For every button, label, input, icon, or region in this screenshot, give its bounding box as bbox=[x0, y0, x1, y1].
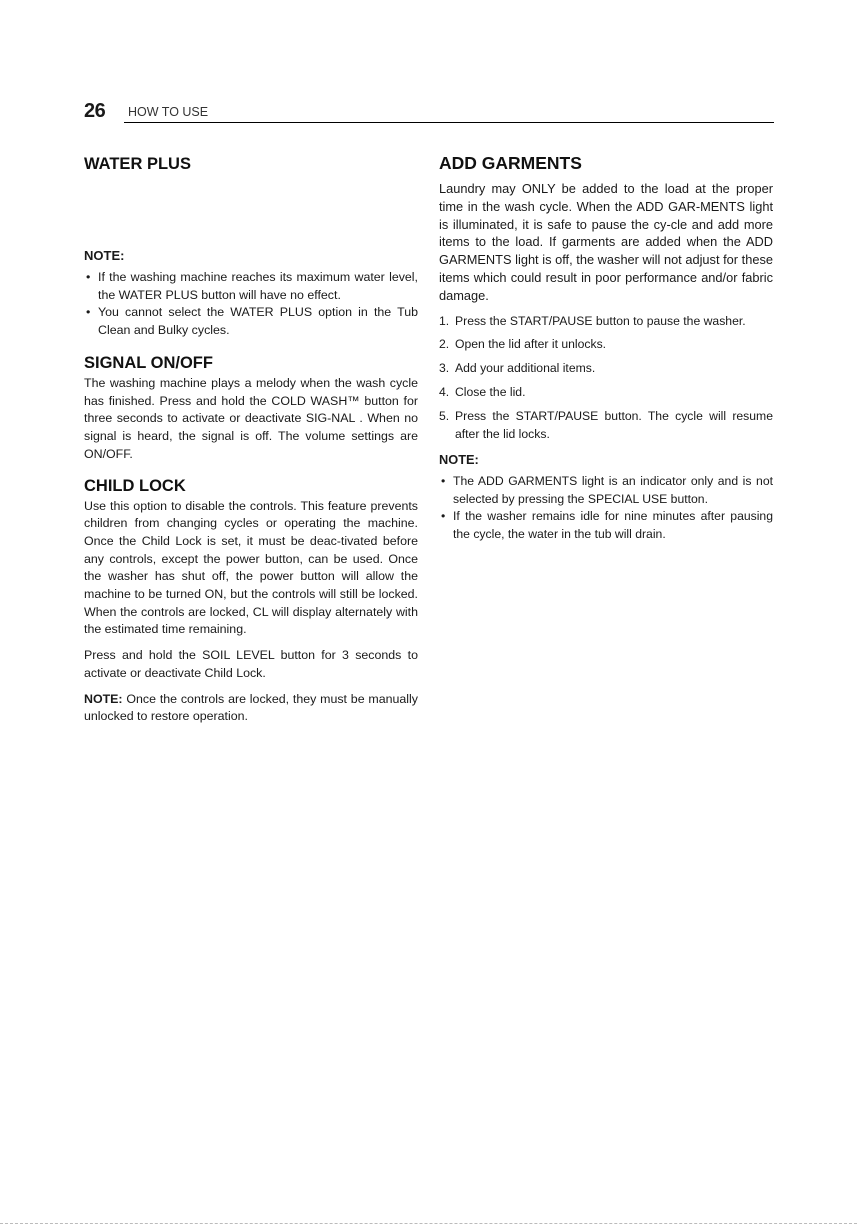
right-column bbox=[439, 150, 773, 543]
water-plus-note-label: NOTE: bbox=[84, 248, 125, 263]
child-lock-heading: CHILD LOCK bbox=[84, 476, 186, 495]
step-text: Press the START/PAUSE button to pause the washer. bbox=[455, 313, 746, 328]
step-number: 4. bbox=[439, 384, 450, 399]
step-number: 3. bbox=[439, 361, 450, 376]
child-lock-note-text: Once the controls are locked, they must be manually unlocked to restore operation. bbox=[84, 691, 418, 724]
add-garments-heading: ADD GARMENTS bbox=[439, 153, 582, 173]
step-number: 2. bbox=[439, 337, 450, 352]
step-item bbox=[439, 384, 773, 402]
section-label: HOW TO USE bbox=[128, 105, 209, 119]
left-column bbox=[84, 150, 418, 726]
step-text: Press the START/PAUSE button. The cycle will resume after the lid locks. bbox=[455, 408, 773, 441]
step-item bbox=[439, 336, 773, 354]
page-header bbox=[84, 100, 774, 124]
child-lock-note-label: NOTE: bbox=[84, 691, 123, 706]
list-item: • You cannot select the WATER PLUS option in the Tub Clean and Bulky cycles. bbox=[84, 304, 418, 339]
list-item: • If the washing machine reaches its maximum water level, the WATER PLUS button will have no effect. bbox=[84, 269, 418, 304]
header-rule bbox=[124, 122, 774, 123]
water-plus-notes bbox=[84, 269, 418, 339]
add-garments-steps bbox=[439, 313, 773, 444]
child-lock-body: Use this option to disable the controls. This feature prevents children from changing cycles or operating the machine. Once the Child Lock is set, it must be deac-tivated before any controls, except the power button, can be used. Once the washer has shut off, the power button will allow the machine to be turned ON, but the controls will still be locked. When the controls are locked, CL will display alternately with the estimated time remaining. bbox=[84, 498, 418, 637]
step-number: 1. bbox=[439, 313, 450, 328]
page-number: 26 bbox=[84, 100, 106, 122]
child-lock-note bbox=[84, 691, 418, 726]
step-text: Add your additional items. bbox=[455, 361, 596, 376]
add-garments-notes bbox=[439, 473, 773, 543]
step-number: 5. bbox=[439, 408, 450, 423]
step-item bbox=[439, 408, 773, 444]
page-bottom-rule bbox=[0, 1223, 857, 1224]
signal-body: The washing machine plays a melody when the wash cycle has finished. Press and hold the COLD WASH™ button for three seconds to activate or deactivate SIG-NAL . When no signal is heard, the signal is off. The volume settings are ON/OFF. bbox=[84, 376, 418, 461]
signal-heading: SIGNAL ON/OFF bbox=[84, 354, 213, 372]
step-item bbox=[439, 313, 773, 331]
step-item bbox=[439, 360, 773, 378]
water-plus-heading: WATER PLUS bbox=[84, 155, 191, 173]
step-text: Open the lid after it unlocks. bbox=[455, 337, 607, 352]
list-item: • If the washer remains idle for nine minutes after pausing the cycle, the water in the tub will drain. bbox=[439, 508, 773, 543]
add-garments-body: Laundry may ONLY be added to the load at the proper time in the wash cycle. When the ADD GAR-MENTS light is illuminated, it is safe to pause the cy-cle and add more items to the load. If garments are added when the ADD GARMENTS light is off, the washer will not adjust for these items which could result in poor performance and/or fabric damage. bbox=[439, 181, 773, 303]
step-text: Close the lid. bbox=[455, 384, 526, 399]
list-item: • The ADD GARMENTS light is an indicator only and is not selected by pressing the SPECIAL USE button. bbox=[439, 473, 773, 508]
add-garments-note-label: NOTE: bbox=[439, 452, 479, 468]
child-lock-body-2: Press and hold the SOIL LEVEL button for 3 seconds to activate or deactivate Child Lock. bbox=[84, 648, 418, 680]
